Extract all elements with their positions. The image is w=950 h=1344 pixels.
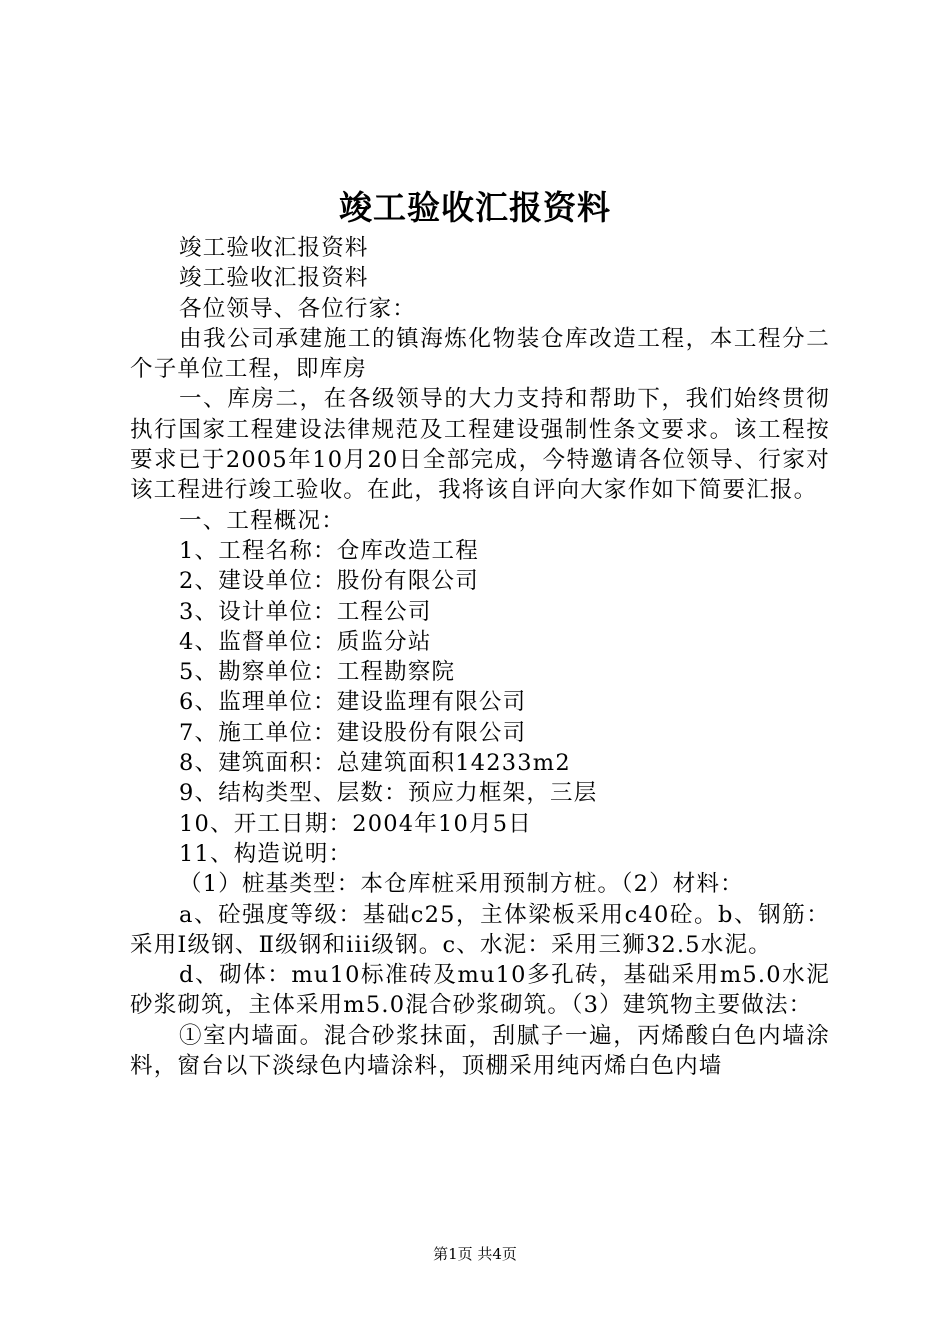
list-item: 5、勘察单位：工程勘察院 bbox=[179, 659, 456, 686]
document-body bbox=[130, 233, 830, 1081]
paragraph: 一、库房二，在各级领导的大力支持和帮助下，我们始终贯彻执行国家工程建设法律规范及工程建设强制性条文要求。该工程按要求已于2005年10月20日全部完成，今特邀请各位领导、行家对该工程进行竣工验收。在此，我将该自评向大家作如下简要汇报。 bbox=[130, 386, 830, 504]
paragraph: d、砌体：mu10标准砖及mu10多孔砖，基础采用m5.0水泥砂浆砌筑，主体采用m5.0混合砂浆砌筑。（3）建筑物主要做法： bbox=[130, 962, 830, 1019]
page-indicator: 第1页 共4页 bbox=[433, 1245, 517, 1263]
paragraph: 竣工验收汇报资料 bbox=[179, 265, 369, 292]
list-item: 3、设计单位：工程公司 bbox=[179, 598, 432, 625]
paragraph: （1）桩基类型：本仓库桩采用预制方桩。（2）材料： bbox=[179, 871, 744, 898]
paragraph: 一、工程概况： bbox=[179, 507, 345, 534]
paragraph: 由我公司承建施工的镇海炼化物装仓库改造工程，本工程分二个子单位工程，即库房 bbox=[130, 325, 830, 383]
list-item: 11、构造说明： bbox=[179, 840, 353, 867]
list-item: 1、工程名称：仓库改造工程 bbox=[179, 537, 479, 564]
list-item: 10、开工日期：2004年10月5日 bbox=[179, 810, 532, 837]
list-item: 2、建设单位：股份有限公司 bbox=[179, 568, 479, 595]
list-item: 6、监理单位：建设监理有限公司 bbox=[179, 689, 527, 716]
paragraph: 竣工验收汇报资料 bbox=[179, 235, 369, 261]
list-item: 8、建筑面积：总建筑面积14233m2 bbox=[179, 750, 571, 777]
list-item: 4、监督单位：质监分站 bbox=[179, 628, 432, 655]
paragraph: ①室内墙面。混合砂浆抹面，刮腻子一遍，丙烯酸白色内墙涂料，窗台以下淡绿色内墙涂料，顶棚采用纯丙烯白色内墙 bbox=[130, 1022, 830, 1080]
list-item: 9、结构类型、层数：预应力框架，三层 bbox=[179, 780, 598, 807]
paragraph: a、砼强度等级：基础c25，主体梁板采用c40砼。b、钢筋：采用Ⅰ级钢、Ⅱ级钢和iii级钢。c、水泥：采用三狮32.5水泥。 bbox=[130, 901, 830, 958]
document-title: 竣工验收汇报资料 bbox=[339, 188, 611, 227]
list-item: 7、施工单位：建设股份有限公司 bbox=[179, 719, 527, 746]
paragraph: 各位领导、各位行家： bbox=[179, 295, 417, 322]
